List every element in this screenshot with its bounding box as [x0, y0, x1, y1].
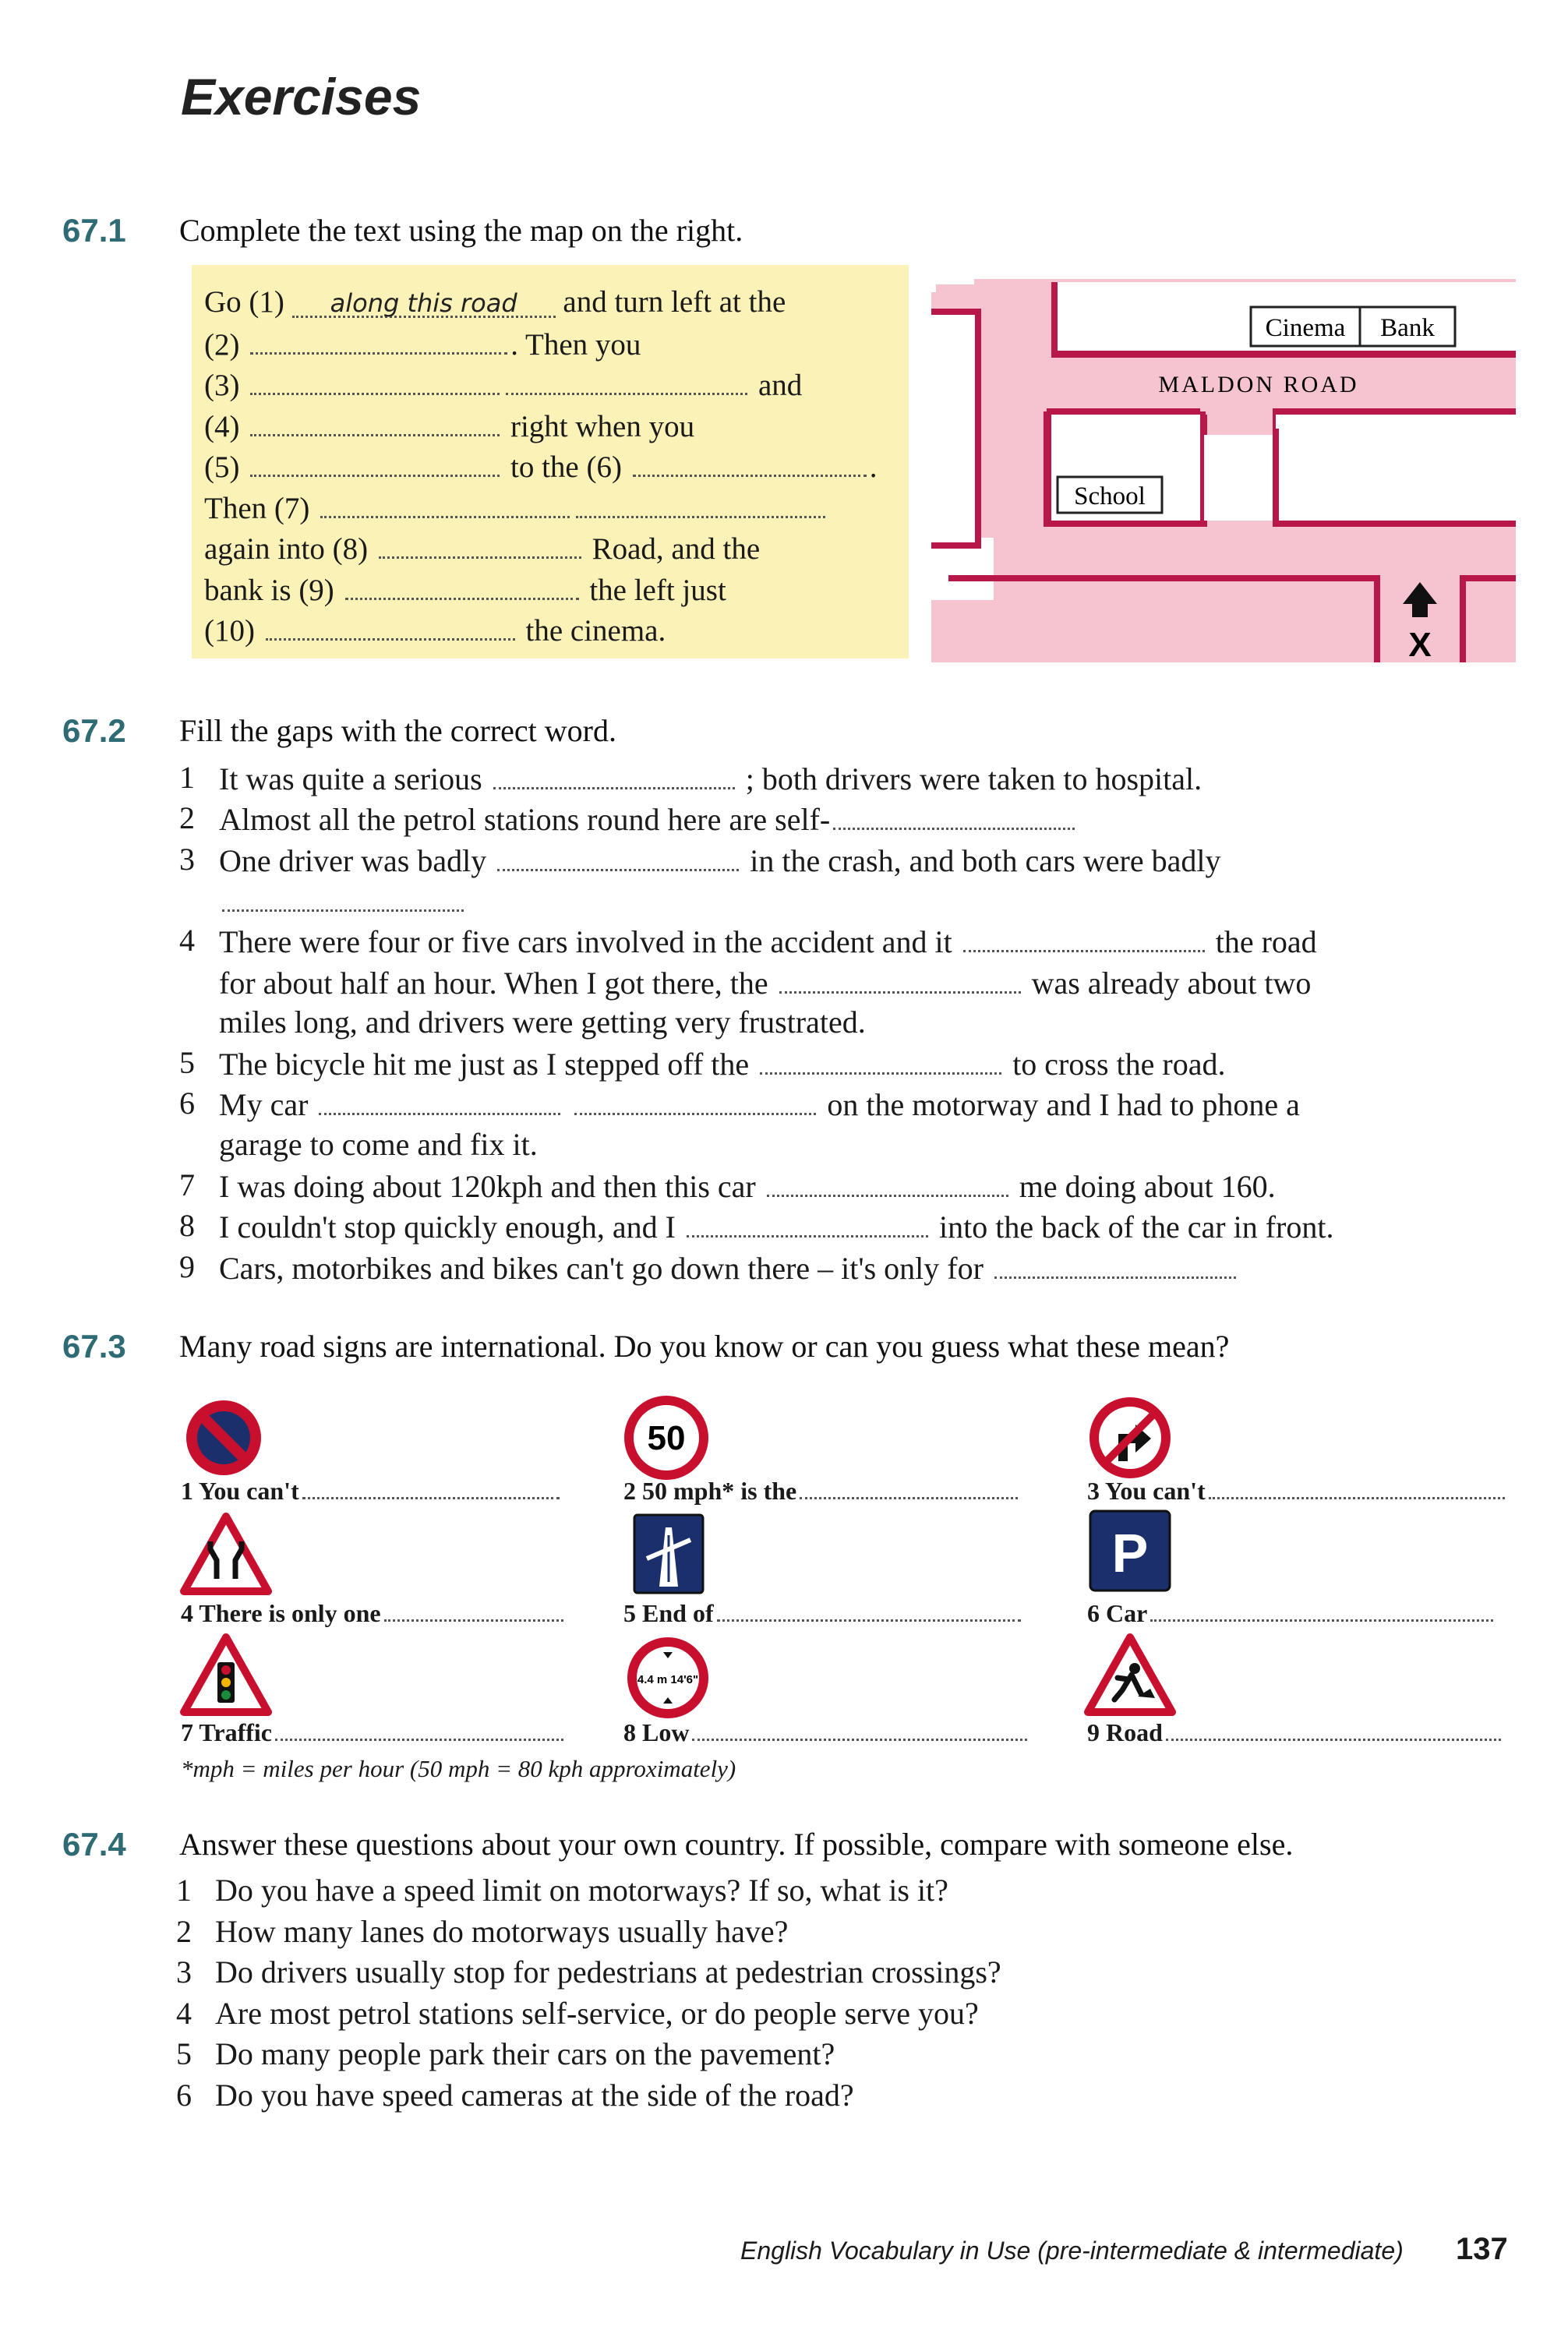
- line-text: My car: [219, 1087, 316, 1123]
- answer-gap[interactable]: [576, 492, 825, 518]
- line-text: on the motorway and I had to phone a: [819, 1087, 1300, 1123]
- exercise-number-67-2: 67.2: [62, 712, 126, 749]
- bank-label: Bank: [1380, 314, 1435, 342]
- sign-label-text: 4 There is only one: [181, 1599, 381, 1627]
- line-text: It was quite a serious: [219, 761, 490, 796]
- answer-gap[interactable]: [687, 1210, 928, 1238]
- line-text: to cross the road.: [1005, 1047, 1226, 1082]
- road-narrows-sign-icon: [179, 1512, 273, 1596]
- gap-fill-line: [219, 1004, 866, 1040]
- sign-label: [1087, 1718, 1504, 1747]
- item-number: 2: [176, 1913, 192, 1949]
- line-text: Cars, motorbikes and bikes can't go down there – it's only for: [219, 1250, 991, 1286]
- text-line: [204, 287, 786, 318]
- line-text: again into (8): [204, 532, 376, 567]
- side-street: [1204, 435, 1273, 521]
- answer-gap[interactable]: [1150, 1599, 1493, 1622]
- question-text: Are most petrol stations self-service, or do people serve you?: [215, 1995, 979, 2031]
- question-text: Do drivers usually stop for pedestrians at pedestrian crossings?: [215, 1954, 1001, 1990]
- text-line: [204, 450, 878, 485]
- sign-label-text: 1 You can't: [181, 1477, 299, 1505]
- svg-text:P: P: [1111, 1523, 1149, 1584]
- gap-fill-line: [219, 884, 467, 917]
- line-text: me doing about 160.: [1011, 1169, 1276, 1204]
- line-text: .: [869, 450, 878, 485]
- height-limit-sign-icon: [625, 1635, 711, 1721]
- answer-gap-filled[interactable]: along this road: [292, 291, 556, 318]
- answer-gap[interactable]: [320, 492, 570, 518]
- answer-gap[interactable]: [692, 1718, 1027, 1741]
- item-number: 8: [179, 1208, 195, 1244]
- sign-label-text: 9 Road: [1087, 1718, 1163, 1746]
- answer-gap[interactable]: [800, 1477, 1018, 1499]
- line-text: Road, and the: [584, 532, 761, 567]
- answer-gap[interactable]: [1166, 1718, 1501, 1741]
- answer-gap[interactable]: [275, 1718, 563, 1741]
- answer-gap[interactable]: [384, 1599, 563, 1622]
- line-text: (3): [204, 369, 248, 403]
- sign-label: [1087, 1599, 1496, 1628]
- line-text: the road: [1207, 924, 1317, 960]
- line-text: Almost all the petrol stations round here are self-: [219, 802, 831, 838]
- item-number: 5: [176, 2036, 192, 2071]
- item-number: 6: [179, 1086, 195, 1121]
- line-text: (10): [204, 614, 263, 648]
- text-line: [204, 532, 761, 567]
- traffic-lights-sign-icon: [179, 1633, 273, 1717]
- gap-fill-line: [219, 1252, 1239, 1284]
- text-line: [204, 410, 694, 442]
- page-title: Exercises: [181, 68, 422, 125]
- text-line: [204, 614, 666, 646]
- sign-label: [623, 1599, 1024, 1628]
- answer-gap[interactable]: [319, 1088, 560, 1115]
- line-text: was already about two: [1023, 965, 1312, 1001]
- answer-gap[interactable]: [250, 410, 500, 436]
- line-text: There were four or five cars involved in the accident and it: [219, 924, 960, 960]
- sign-label: [181, 1477, 563, 1506]
- item-number: 4: [176, 1995, 192, 2031]
- answer-gap[interactable]: [633, 450, 867, 477]
- cinema-label: Cinema: [1265, 314, 1346, 342]
- sign-label: [623, 1477, 1021, 1506]
- page-number: 137: [1456, 2232, 1508, 2266]
- answer-gap[interactable]: [497, 844, 739, 871]
- line-text: the cinema.: [517, 614, 666, 648]
- gap-fill-line: [219, 1088, 1300, 1121]
- sign-label-text: 7 Traffic: [181, 1718, 272, 1746]
- line-text: in the crash, and both cars were badly: [742, 842, 1221, 878]
- line-text: miles long, and drivers were getting very frustrated.: [219, 1004, 866, 1040]
- street-map: [931, 273, 1516, 662]
- sign-label: [623, 1718, 1030, 1747]
- exercise-number-67-4: 67.4: [62, 1826, 126, 1863]
- gap-fill-line: [219, 762, 1202, 795]
- line-text: . Then you: [510, 327, 641, 362]
- parking-sign-icon: [1087, 1508, 1173, 1594]
- gap-fill-line: [219, 802, 1078, 838]
- exercise-instruction-67-4: Answer these questions about your own country. If possible, compare with someone else.: [179, 1827, 1294, 1862]
- building-block-right: [1276, 415, 1516, 521]
- answer-gap[interactable]: [717, 1599, 1021, 1622]
- answer-gap[interactable]: [345, 574, 579, 600]
- no-right-turn-sign-icon: [1087, 1395, 1173, 1481]
- line-text: The bicycle hit me just as I stepped off the: [219, 1047, 758, 1082]
- line-text: (5): [204, 450, 248, 485]
- line-text: (2): [204, 327, 248, 362]
- answer-gap[interactable]: [266, 614, 515, 641]
- book-title-footer: English Vocabulary in Use (pre-intermediate & intermediate): [740, 2237, 1404, 2265]
- sign-label-text: 8 Low: [623, 1718, 690, 1746]
- svg-text:50: 50: [647, 1419, 686, 1457]
- item-number: 7: [179, 1167, 195, 1202]
- item-number: 1: [176, 1873, 192, 1908]
- line-text: for about half an hour. When I got there, the: [219, 965, 776, 1001]
- item-number: 1: [179, 760, 195, 795]
- exercise-number-67-1: 67.1: [62, 212, 126, 249]
- line-text: bank is (9): [204, 573, 342, 607]
- line-text: ; both drivers were taken to hospital.: [737, 761, 1202, 796]
- item-number: 5: [179, 1045, 195, 1081]
- answer-gap[interactable]: [767, 1170, 1008, 1197]
- answer-gap[interactable]: [779, 966, 1021, 994]
- item-number: 3: [176, 1954, 192, 1990]
- gap-fill-line: [219, 925, 1317, 958]
- sign-label: [181, 1599, 567, 1628]
- gap-fill-line: [219, 1047, 1225, 1080]
- line-text: into the back of the car in front.: [931, 1209, 1334, 1245]
- text-line: [204, 574, 726, 606]
- line-text: Go (1): [204, 285, 292, 319]
- line-text: to the (6): [503, 450, 630, 485]
- answer-gap[interactable]: [963, 925, 1205, 952]
- sign-label-text: 6 Car: [1087, 1599, 1148, 1627]
- answer-gap[interactable]: [760, 1047, 1001, 1075]
- text-line: [204, 492, 828, 524]
- sign-label: [181, 1718, 567, 1747]
- school-label: School: [1074, 482, 1146, 510]
- sign-label: [1087, 1477, 1508, 1506]
- answer-gap[interactable]: [833, 803, 1075, 830]
- line-text: and turn left at the: [555, 285, 786, 319]
- sign-label-text: 3 You can't: [1087, 1477, 1206, 1505]
- line-text: I was doing about 120kph and then this car: [219, 1169, 764, 1204]
- item-number: 3: [179, 841, 195, 877]
- answer-gap[interactable]: [222, 884, 464, 912]
- line-text: the left just: [581, 573, 726, 607]
- text-line: [204, 328, 641, 360]
- item-number: 6: [176, 2077, 192, 2113]
- text-line: [204, 369, 802, 401]
- road-works-sign-icon: [1083, 1633, 1177, 1717]
- gap-fill-line: [219, 1126, 538, 1162]
- question-text: Do you have a speed limit on motorways? If so, what is it?: [215, 1873, 948, 1908]
- no-stopping-sign-icon: [181, 1395, 267, 1481]
- item-number: 2: [179, 800, 195, 836]
- answer-gap[interactable]: [250, 328, 507, 355]
- answer-gap[interactable]: [250, 450, 500, 477]
- answer-gap[interactable]: [379, 532, 581, 559]
- answer-gap[interactable]: [1209, 1477, 1505, 1499]
- line-text: right when you: [503, 409, 695, 443]
- line-text: Then (7): [204, 491, 318, 525]
- gap-fill-line: [219, 1170, 1276, 1202]
- footnote: *mph = miles per hour (50 mph = 80 kph approximately): [181, 1755, 736, 1782]
- exercise-instruction-67-1: Complete the text using the map on the right.: [179, 213, 743, 248]
- road-name-label: MALDON ROAD: [1158, 372, 1359, 397]
- question-text: Do many people park their cars on the pavement?: [215, 2036, 835, 2071]
- answer-gap[interactable]: [250, 369, 500, 395]
- answer-gap[interactable]: [506, 369, 747, 395]
- answer-gap[interactable]: [994, 1252, 1236, 1279]
- item-number: 9: [179, 1248, 195, 1284]
- answer-gap[interactable]: [493, 762, 735, 789]
- exercise-number-67-3: 67.3: [62, 1328, 126, 1365]
- line-text: [563, 1087, 571, 1122]
- item-number: 4: [179, 923, 195, 959]
- exercise-instruction-67-3: Many road signs are international. Do you know or can you guess what these mean?: [179, 1329, 1230, 1364]
- answer-gap[interactable]: [574, 1088, 816, 1115]
- answer-gap[interactable]: [302, 1477, 560, 1499]
- line-text: I couldn't stop quickly enough, and I: [219, 1209, 683, 1245]
- line-text: and: [750, 369, 803, 403]
- sign-label-text: 5 End of: [623, 1599, 714, 1627]
- gap-fill-line: [219, 844, 1220, 877]
- line-text: garage to come and fix it.: [219, 1126, 538, 1162]
- gap-fill-line: [219, 1210, 1333, 1243]
- line-text: (4): [204, 409, 248, 443]
- question-text: How many lanes do motorways usually have?: [215, 1913, 789, 1949]
- svg-text:4.4 m 14'6": 4.4 m 14'6": [637, 1673, 699, 1686]
- end-of-motorway-sign-icon: [631, 1512, 706, 1596]
- exercise-instruction-67-2: Fill the gaps with the correct word.: [179, 713, 616, 748]
- question-text: Do you have speed cameras at the side of the road?: [215, 2077, 854, 2113]
- speed-limit-50-sign-icon: [623, 1395, 709, 1481]
- line-text: One driver was badly: [219, 842, 495, 878]
- you-marker: X: [1408, 626, 1432, 662]
- gap-fill-line: [219, 966, 1311, 999]
- sign-label-text: 2 50 mph* is the: [623, 1477, 797, 1505]
